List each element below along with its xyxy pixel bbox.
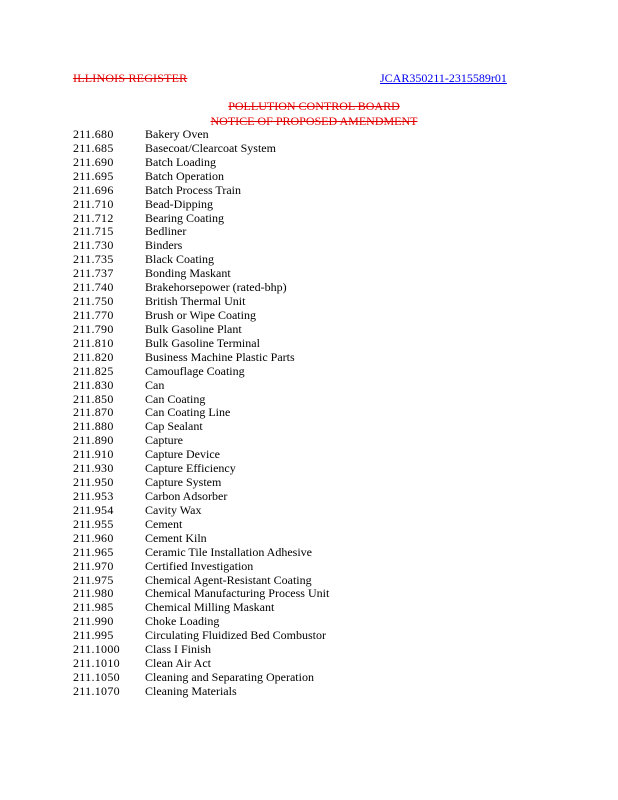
section-number: 211.1070 [73, 683, 120, 698]
section-term: Carbon Adsorber [145, 488, 228, 503]
section-list [73, 128, 513, 699]
section-term: Certified Investigation [145, 558, 254, 573]
section-row [73, 615, 513, 629]
section-term: Chemical Manufacturing Process Unit [145, 586, 330, 601]
section-number: 211.680 [73, 127, 114, 141]
section-number: 211.712 [73, 210, 114, 225]
section-number: 211.910 [73, 447, 114, 462]
section-term: Business Machine Plastic Parts [145, 349, 295, 364]
section-number: 211.690 [73, 154, 114, 169]
section-row [73, 323, 513, 337]
section-number: 211.735 [73, 252, 114, 267]
section-term: Bonding Maskant [145, 266, 231, 281]
section-term: Cleaning and Separating Operation [145, 669, 314, 684]
section-term: Cement [145, 516, 183, 531]
section-number: 211.790 [73, 321, 114, 336]
section-number: 211.830 [73, 377, 114, 392]
section-row [73, 156, 513, 170]
section-term: Bakery Oven [145, 127, 209, 141]
section-number: 211.737 [73, 266, 114, 281]
section-number: 211.1000 [73, 642, 120, 657]
section-term: Chemical Agent-Resistant Coating [145, 572, 312, 587]
section-term: Capture [145, 433, 183, 448]
section-row [73, 629, 513, 643]
section-row [73, 587, 513, 601]
section-term: Bulk Gasoline Terminal [145, 335, 260, 350]
section-row [73, 379, 513, 393]
section-term: Clean Air Act [145, 656, 211, 671]
section-row [73, 518, 513, 532]
section-term: Binders [145, 238, 183, 253]
section-term: British Thermal Unit [145, 294, 246, 309]
section-term: Circulating Fluidized Bed Combustor [145, 628, 326, 643]
section-row [73, 281, 513, 295]
section-term: Capture Efficiency [145, 461, 236, 476]
section-row [73, 601, 513, 615]
section-number: 211.975 [73, 572, 114, 587]
section-number: 211.1050 [73, 669, 120, 684]
section-term: Can Coating Line [145, 405, 231, 420]
section-number: 211.954 [73, 502, 114, 517]
section-term: Brakehorsepower (rated-bhp) [145, 280, 287, 295]
section-row [73, 309, 513, 323]
section-row [73, 490, 513, 504]
section-number: 211.810 [73, 335, 114, 350]
header-document-id-link[interactable]: JCAR350211-2315589r01 [380, 71, 507, 85]
section-number: 211.930 [73, 461, 114, 476]
section-term: Bulk Gasoline Plant [145, 321, 242, 336]
section-number: 211.750 [73, 294, 114, 309]
section-term: Bead-Dipping [145, 196, 213, 211]
section-term: Cap Sealant [145, 419, 203, 434]
section-row [73, 253, 513, 267]
section-term: Cleaning Materials [145, 683, 237, 698]
section-row [73, 295, 513, 309]
section-row [73, 351, 513, 365]
section-row [73, 657, 513, 671]
section-row [73, 184, 513, 198]
section-row [73, 337, 513, 351]
section-row [73, 504, 513, 518]
section-term: Class I Finish [145, 642, 212, 657]
section-row [73, 225, 513, 239]
section-term: Batch Process Train [145, 182, 241, 197]
section-term: Bedliner [145, 224, 187, 239]
header-register-title: ILLINOIS REGISTER [73, 71, 188, 85]
section-term: Capture System [145, 475, 222, 490]
section-row [73, 128, 513, 142]
section-number: 211.980 [73, 586, 114, 601]
section-number: 211.995 [73, 628, 114, 643]
section-number: 211.740 [73, 280, 114, 295]
section-number: 211.950 [73, 475, 114, 490]
section-term: Can [145, 377, 165, 392]
section-term: Cement Kiln [145, 530, 207, 545]
section-term: Chemical Milling Maskant [145, 600, 275, 615]
notice-title: NOTICE OF PROPOSED AMENDMENT [210, 114, 418, 128]
section-row [73, 393, 513, 407]
section-row [73, 142, 513, 156]
section-row [73, 476, 513, 490]
section-term: Batch Loading [145, 154, 216, 169]
section-term: Basecoat/Clearcoat System [145, 140, 276, 155]
section-row [73, 560, 513, 574]
section-number: 211.715 [73, 224, 114, 239]
section-row [73, 212, 513, 226]
section-number: 211.770 [73, 307, 114, 322]
section-number: 211.696 [73, 182, 114, 197]
section-row [73, 685, 513, 699]
section-row [73, 170, 513, 184]
section-row [73, 448, 513, 462]
section-term: Batch Operation [145, 168, 224, 183]
section-number: 211.960 [73, 530, 114, 545]
section-term: Ceramic Tile Installation Adhesive [145, 544, 312, 559]
section-number: 211.965 [73, 544, 114, 559]
section-number: 211.985 [73, 600, 114, 615]
section-row [73, 671, 513, 685]
section-row [73, 267, 513, 281]
section-row [73, 546, 513, 560]
board-title: POLLUTION CONTROL BOARD [228, 99, 400, 113]
section-number: 211.890 [73, 433, 114, 448]
section-term: Camouflage Coating [145, 363, 245, 378]
section-number: 211.1010 [73, 656, 120, 671]
section-number: 211.970 [73, 558, 114, 573]
section-number: 211.685 [73, 140, 114, 155]
section-row [73, 643, 513, 657]
section-number: 211.880 [73, 419, 114, 434]
section-number: 211.850 [73, 391, 114, 406]
section-number: 211.695 [73, 168, 114, 183]
section-term: Bearing Coating [145, 210, 224, 225]
section-number: 211.730 [73, 238, 114, 253]
section-term: Cavity Wax [145, 502, 202, 517]
section-number: 211.990 [73, 614, 114, 629]
section-row [73, 434, 513, 448]
section-row [73, 406, 513, 420]
section-row [73, 462, 513, 476]
section-number: 211.870 [73, 405, 114, 420]
section-number: 211.955 [73, 516, 114, 531]
section-number: 211.820 [73, 349, 114, 364]
section-row [73, 574, 513, 588]
section-term: Capture Device [145, 447, 220, 462]
section-term: Black Coating [145, 252, 214, 267]
section-number: 211.710 [73, 196, 114, 211]
section-number: 211.825 [73, 363, 114, 378]
section-term: Brush or Wipe Coating [145, 307, 256, 322]
section-row [73, 532, 513, 546]
section-row [73, 198, 513, 212]
section-term: Choke Loading [145, 614, 220, 629]
section-row [73, 239, 513, 253]
section-row [73, 420, 513, 434]
section-row [73, 365, 513, 379]
section-number: 211.953 [73, 488, 114, 503]
section-term: Can Coating [145, 391, 206, 406]
